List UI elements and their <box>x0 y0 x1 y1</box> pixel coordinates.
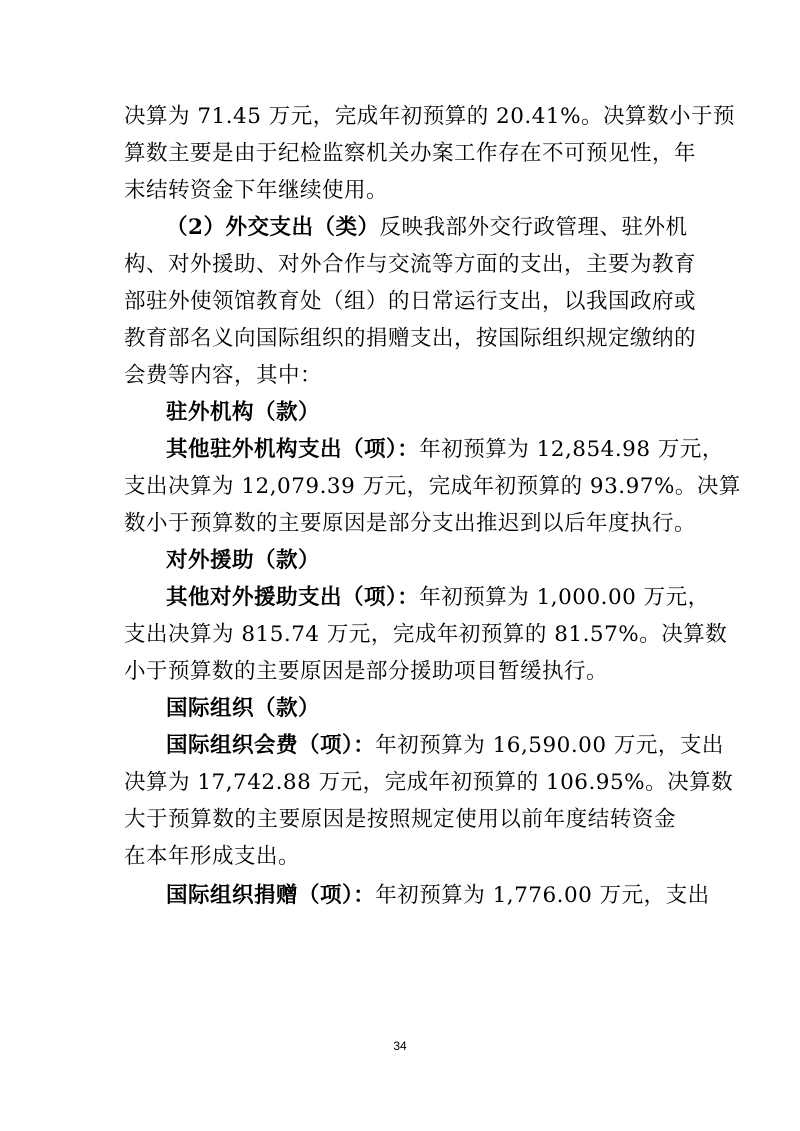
text-run: 年初预算为 16,590.00 万元，支出 <box>375 733 724 758</box>
paragraph-first-line <box>124 877 710 914</box>
text-line: 构、对外援助、对外合作与交流等方面的支出，主要为教育 <box>124 252 697 277</box>
paragraph-first-line <box>124 209 688 246</box>
text-line: 小于预算数的主要原因是部分援助项目暂缓执行。 <box>124 659 609 684</box>
text-line: 支出决算为 12,079.39 万元，完成年初预算的 93.97%。决算 <box>124 474 741 499</box>
subsection-heading: 国际组织（款） <box>166 696 321 721</box>
text-run: 年初预算为 12,854.98 万元， <box>419 437 724 462</box>
text-line: 数小于预算数的主要原因是部分支出推迟到以后年度执行。 <box>124 511 697 536</box>
item-heading-inline: 其他对外援助支出（项）： <box>166 585 420 610</box>
text-line: 在本年形成支出。 <box>124 844 301 869</box>
text-line: 决算为 71.45 万元，完成年初预算的 20.41%。决算数小于预 <box>124 104 736 129</box>
text-run: 年初预算为 1,776.00 万元，支出 <box>375 883 710 908</box>
item-heading-inline: 国际组织会费（项）： <box>166 733 376 758</box>
item-heading-inline: 国际组织捐赠（项）： <box>166 883 376 908</box>
text-line: 大于预算数的主要原因是按照规定使用以前年度结转资金 <box>124 807 676 832</box>
text-line: 末结转资金下年继续使用。 <box>124 178 389 203</box>
text-line: 会费等内容，其中： <box>124 363 323 388</box>
text-line: 教育部名义向国际组织的捐赠支出，按国际组织规定缴纳的 <box>124 326 697 351</box>
subsection-heading: 驻外机构（款） <box>166 400 321 425</box>
text-line: 支出决算为 815.74 万元，完成年初预算的 81.57%。决算数 <box>124 622 728 647</box>
text-run: 年初预算为 1,000.00 万元， <box>419 585 710 610</box>
page-number: 34 <box>393 1039 407 1053</box>
paragraph-first-line <box>124 727 724 764</box>
text-line: 算数主要是由于纪检监察机关办案工作存在不可预见性，年 <box>124 141 697 166</box>
section-heading-inline: （2）外交支出（类） <box>166 215 380 240</box>
paragraph-first-line <box>124 579 710 616</box>
text-line: 部驻外使领馆教育处（组）的日常运行支出，以我国政府或 <box>124 289 697 314</box>
subsection-heading: 对外援助（款） <box>166 548 321 573</box>
item-heading-inline: 其他驻外机构支出（项）： <box>166 437 420 462</box>
body-text <box>124 98 741 914</box>
text-run: 反映我部外交行政管理、驻外机 <box>379 215 688 240</box>
paragraph-first-line <box>124 431 724 468</box>
text-line: 决算为 17,742.88 万元，完成年初预算的 106.95%。决算数 <box>124 770 734 795</box>
